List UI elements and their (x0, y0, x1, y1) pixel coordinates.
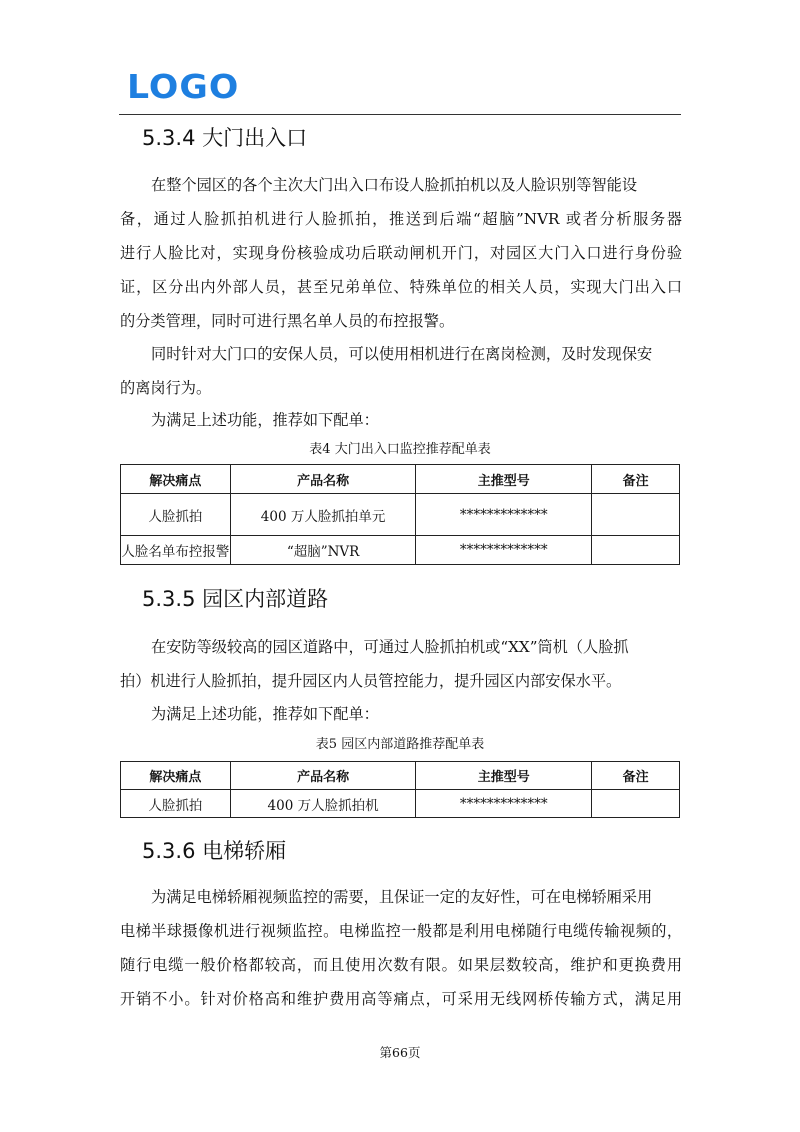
table-cell (592, 536, 680, 565)
section-heading-5-3-5: 5.3.5 园区内部道路 (142, 587, 329, 611)
section-heading-5-3-6: 5.3.6 电梯轿厢 (142, 839, 287, 863)
header-cell: 解决痛点 (121, 465, 231, 494)
page-number: 第66页 (379, 1045, 421, 1060)
paragraph-5-3-5-1 (120, 630, 682, 698)
table-caption-4: 表4 大门出入口监控推荐配单表 (309, 442, 491, 457)
paragraph-5-3-4-1 (120, 168, 682, 338)
table-cell: ************* (416, 790, 592, 818)
text-line: 的分类管理，同时可进行黑名单人员的布控报警。 (120, 312, 455, 330)
paragraph-5-3-4-3 (120, 403, 682, 437)
recommend-table-4 (120, 464, 680, 565)
header-cell: 解决痛点 (121, 762, 231, 790)
paragraph-5-3-6-1 (120, 880, 682, 1016)
recommend-table-5 (120, 761, 680, 818)
table-row (121, 536, 680, 565)
text-line: 备，通过人脸抓拍机进行人脸抓拍，推送到后端“超脑”NVR 或者分析服务器 (120, 210, 682, 228)
table-cell: “超脑”NVR (230, 536, 416, 565)
table-row (121, 494, 680, 536)
text-line: 同时针对大门口的安保人员，可以使用相机进行在离岗检测，及时发现保安 (151, 345, 653, 363)
text-line: 电梯半球摄像机进行视频监控。电梯监控一般都是利用电梯随行电缆传输视频的， (120, 922, 682, 940)
table-cell (592, 790, 680, 818)
table-cell: 人脸抓拍 (121, 790, 231, 818)
table-cell: 400 万人脸抓拍单元 (230, 494, 416, 536)
header-cell: 产品名称 (230, 762, 416, 790)
section-heading-5-3-4: 5.3.4 大门出入口 (142, 126, 308, 150)
text-line: 在安防等级较高的园区道路中，可通过人脸抓拍机或“XX”筒机（人脸抓 (151, 638, 629, 656)
paragraph-5-3-4-2 (120, 337, 682, 405)
text-line: 的离岗行为。 (120, 379, 212, 397)
text-line: 为满足上述功能，推荐如下配单： (151, 705, 379, 723)
table-cell: ************* (416, 536, 592, 565)
table-cell: 人脸名单布控报警 (121, 536, 231, 565)
table-cell: ************* (416, 494, 592, 536)
table-cell (592, 494, 680, 536)
table-cell: 400 万人脸抓拍机 (230, 790, 416, 818)
text-line: 随行电缆一般价格都较高，而且使用次数有限。如果层数较高，维护和更换费用 (120, 956, 682, 974)
text-line: 证，区分出内外部人员，甚至兄弟单位、特殊单位的相关人员，实现大门出入口 (120, 278, 682, 296)
text-line: 开销不小。针对价格高和维护费用高等痛点，可采用无线网桥传输方式，满足用 (120, 990, 682, 1008)
table-cell: 人脸抓拍 (121, 494, 231, 536)
header-cell: 主推型号 (416, 762, 592, 790)
header-cell: 主推型号 (416, 465, 592, 494)
table-caption-5: 表5 园区内部道路推荐配单表 (315, 737, 485, 752)
header-divider (119, 114, 681, 115)
paragraph-5-3-5-2 (120, 697, 682, 731)
logo: LOGO (127, 67, 240, 106)
text-line: 在整个园区的各个主次大门出入口布设人脸抓拍机以及人脸识别等智能设 (151, 176, 637, 194)
text-line: 拍）机进行人脸抓拍，提升园区内人员管控能力，提升园区内部安保水平。 (120, 672, 622, 690)
header-cell: 产品名称 (230, 465, 416, 494)
header-cell: 备注 (592, 762, 680, 790)
header-cell: 备注 (592, 465, 680, 494)
text-line: 为满足电梯轿厢视频监控的需要，且保证一定的友好性，可在电梯轿厢采用 (151, 888, 653, 906)
table-row (121, 790, 680, 818)
table-header-row (121, 465, 680, 494)
text-line: 进行人脸比对，实现身份核验成功后联动闸机开门，对园区大门入口进行身份验 (120, 244, 682, 262)
text-line: 为满足上述功能，推荐如下配单： (151, 411, 379, 429)
table-header-row (121, 762, 680, 790)
